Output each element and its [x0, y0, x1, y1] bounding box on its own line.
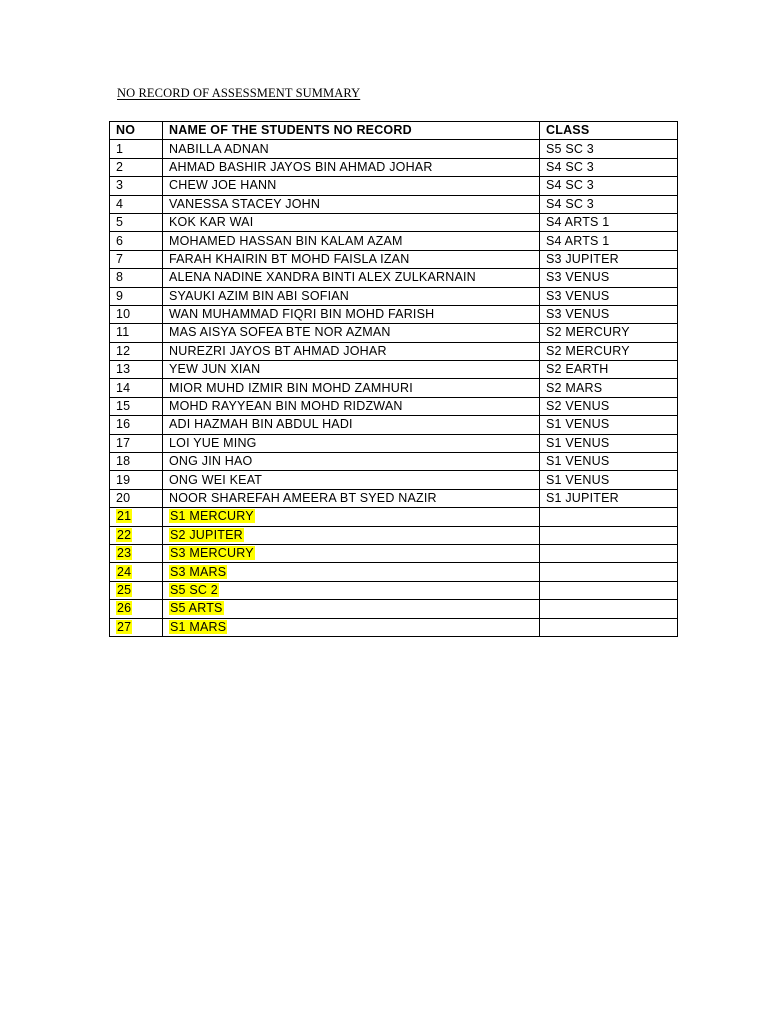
- class-name-highlight: S1 MARS: [170, 619, 227, 634]
- class-name-highlight: S1 MERCURY: [170, 509, 254, 524]
- highlighted-table-row: [110, 526, 678, 544]
- header-no: NO: [110, 122, 163, 140]
- table-row: [110, 397, 678, 415]
- highlighted-table-row: [110, 581, 678, 599]
- student-name: NUREZRI JAYOS BT AHMAD JOHAR: [163, 342, 540, 360]
- row-number: [110, 526, 163, 544]
- row-number-highlight: 21: [117, 509, 132, 524]
- student-class: S2 MERCURY: [540, 342, 678, 360]
- empty-class-cell: [540, 563, 678, 581]
- class-name: [163, 563, 540, 581]
- student-name: LOI YUE MING: [163, 434, 540, 452]
- class-name: [163, 581, 540, 599]
- row-number-highlight: 27: [117, 619, 132, 634]
- row-number: 1: [110, 140, 163, 158]
- empty-class-cell: [540, 544, 678, 562]
- no-record-table: [109, 121, 678, 637]
- row-number: [110, 563, 163, 581]
- table-row: [110, 250, 678, 268]
- row-number-highlight: 25: [117, 582, 132, 597]
- table-row: [110, 269, 678, 287]
- student-name: AHMAD BASHIR JAYOS BIN AHMAD JOHAR: [163, 158, 540, 176]
- table-header-row: [110, 122, 678, 140]
- table-row: [110, 158, 678, 176]
- table-row: [110, 232, 678, 250]
- student-name: CHEW JOE HANN: [163, 177, 540, 195]
- empty-class-cell: [540, 508, 678, 526]
- row-number: 10: [110, 305, 163, 323]
- student-class: S5 SC 3: [540, 140, 678, 158]
- student-class: S2 VENUS: [540, 397, 678, 415]
- class-name: [163, 508, 540, 526]
- student-class: S2 MERCURY: [540, 324, 678, 342]
- student-class: S4 SC 3: [540, 195, 678, 213]
- table-row: [110, 140, 678, 158]
- student-name: NABILLA ADNAN: [163, 140, 540, 158]
- class-name: [163, 600, 540, 618]
- highlighted-table-row: [110, 508, 678, 526]
- row-number: 8: [110, 269, 163, 287]
- header-name: NAME OF THE STUDENTS NO RECORD: [163, 122, 540, 140]
- table-row: [110, 177, 678, 195]
- empty-class-cell: [540, 618, 678, 636]
- student-name: ONG JIN HAO: [163, 453, 540, 471]
- student-class: S1 VENUS: [540, 434, 678, 452]
- document-title: NO RECORD OF ASSESSMENT SUMMARY: [117, 86, 361, 100]
- highlighted-table-row: [110, 600, 678, 618]
- highlighted-table-row: [110, 544, 678, 562]
- student-class: S3 VENUS: [540, 305, 678, 323]
- student-class: S4 SC 3: [540, 177, 678, 195]
- student-name: NOOR SHAREFAH AMEERA BT SYED NAZIR: [163, 489, 540, 507]
- student-name: SYAUKI AZIM BIN ABI SOFIAN: [163, 287, 540, 305]
- table-row: [110, 434, 678, 452]
- table-row: [110, 453, 678, 471]
- table-row: [110, 471, 678, 489]
- table-row: [110, 287, 678, 305]
- row-number: 19: [110, 471, 163, 489]
- table-row: [110, 416, 678, 434]
- empty-class-cell: [540, 581, 678, 599]
- student-class: S4 ARTS 1: [540, 213, 678, 231]
- student-name: YEW JUN XIAN: [163, 361, 540, 379]
- class-name-highlight: S2 JUPITER: [170, 527, 243, 542]
- table-row: [110, 361, 678, 379]
- student-name: WAN MUHAMMAD FIQRI BIN MOHD FARISH: [163, 305, 540, 323]
- student-class: S3 VENUS: [540, 287, 678, 305]
- row-number: 18: [110, 453, 163, 471]
- row-number: [110, 581, 163, 599]
- student-name: MOHD RAYYEAN BIN MOHD RIDZWAN: [163, 397, 540, 415]
- row-number: 2: [110, 158, 163, 176]
- table-row: [110, 342, 678, 360]
- student-name: MIOR MUHD IZMIR BIN MOHD ZAMHURI: [163, 379, 540, 397]
- student-class: S2 MARS: [540, 379, 678, 397]
- row-number: 17: [110, 434, 163, 452]
- row-number-highlight: 24: [117, 564, 132, 579]
- table-row: [110, 305, 678, 323]
- student-name: MAS AISYA SOFEA BTE NOR AZMAN: [163, 324, 540, 342]
- row-number: 12: [110, 342, 163, 360]
- student-name: ALENA NADINE XANDRA BINTI ALEX ZULKARNAIN: [163, 269, 540, 287]
- student-class: S1 VENUS: [540, 471, 678, 489]
- class-name: [163, 544, 540, 562]
- row-number: [110, 618, 163, 636]
- highlighted-table-row: [110, 563, 678, 581]
- class-name-highlight: S5 SC 2: [170, 582, 218, 597]
- row-number: 5: [110, 213, 163, 231]
- table-row: [110, 489, 678, 507]
- class-name-highlight: S3 MARS: [170, 564, 227, 579]
- row-number: [110, 600, 163, 618]
- row-number: 11: [110, 324, 163, 342]
- student-name: FARAH KHAIRIN BT MOHD FAISLA IZAN: [163, 250, 540, 268]
- student-name: ADI HAZMAH BIN ABDUL HADI: [163, 416, 540, 434]
- class-name: [163, 526, 540, 544]
- row-number-highlight: 26: [117, 601, 132, 616]
- class-name-highlight: S3 MERCURY: [170, 546, 254, 561]
- row-number: 3: [110, 177, 163, 195]
- class-name-highlight: S5 ARTS: [170, 601, 223, 616]
- table-body: [110, 140, 678, 637]
- row-number-highlight: 22: [117, 527, 132, 542]
- student-class: S4 ARTS 1: [540, 232, 678, 250]
- row-number-highlight: 23: [117, 546, 132, 561]
- student-class: S1 JUPITER: [540, 489, 678, 507]
- row-number: 14: [110, 379, 163, 397]
- student-class: S3 VENUS: [540, 269, 678, 287]
- table-row: [110, 324, 678, 342]
- student-class: S1 VENUS: [540, 416, 678, 434]
- row-number: [110, 508, 163, 526]
- row-number: 6: [110, 232, 163, 250]
- header-class: CLASS: [540, 122, 678, 140]
- table-row: [110, 195, 678, 213]
- student-name: MOHAMED HASSAN BIN KALAM AZAM: [163, 232, 540, 250]
- row-number: [110, 544, 163, 562]
- student-class: S2 EARTH: [540, 361, 678, 379]
- row-number: 16: [110, 416, 163, 434]
- row-number: 15: [110, 397, 163, 415]
- class-name: [163, 618, 540, 636]
- table-row: [110, 379, 678, 397]
- row-number: 7: [110, 250, 163, 268]
- highlighted-table-row: [110, 618, 678, 636]
- row-number: 4: [110, 195, 163, 213]
- student-name: VANESSA STACEY JOHN: [163, 195, 540, 213]
- row-number: 13: [110, 361, 163, 379]
- student-class: S3 JUPITER: [540, 250, 678, 268]
- empty-class-cell: [540, 526, 678, 544]
- empty-class-cell: [540, 600, 678, 618]
- row-number: 20: [110, 489, 163, 507]
- student-class: S1 VENUS: [540, 453, 678, 471]
- student-name: ONG WEI KEAT: [163, 471, 540, 489]
- student-name: KOK KAR WAI: [163, 213, 540, 231]
- row-number: 9: [110, 287, 163, 305]
- student-class: S4 SC 3: [540, 158, 678, 176]
- table-row: [110, 213, 678, 231]
